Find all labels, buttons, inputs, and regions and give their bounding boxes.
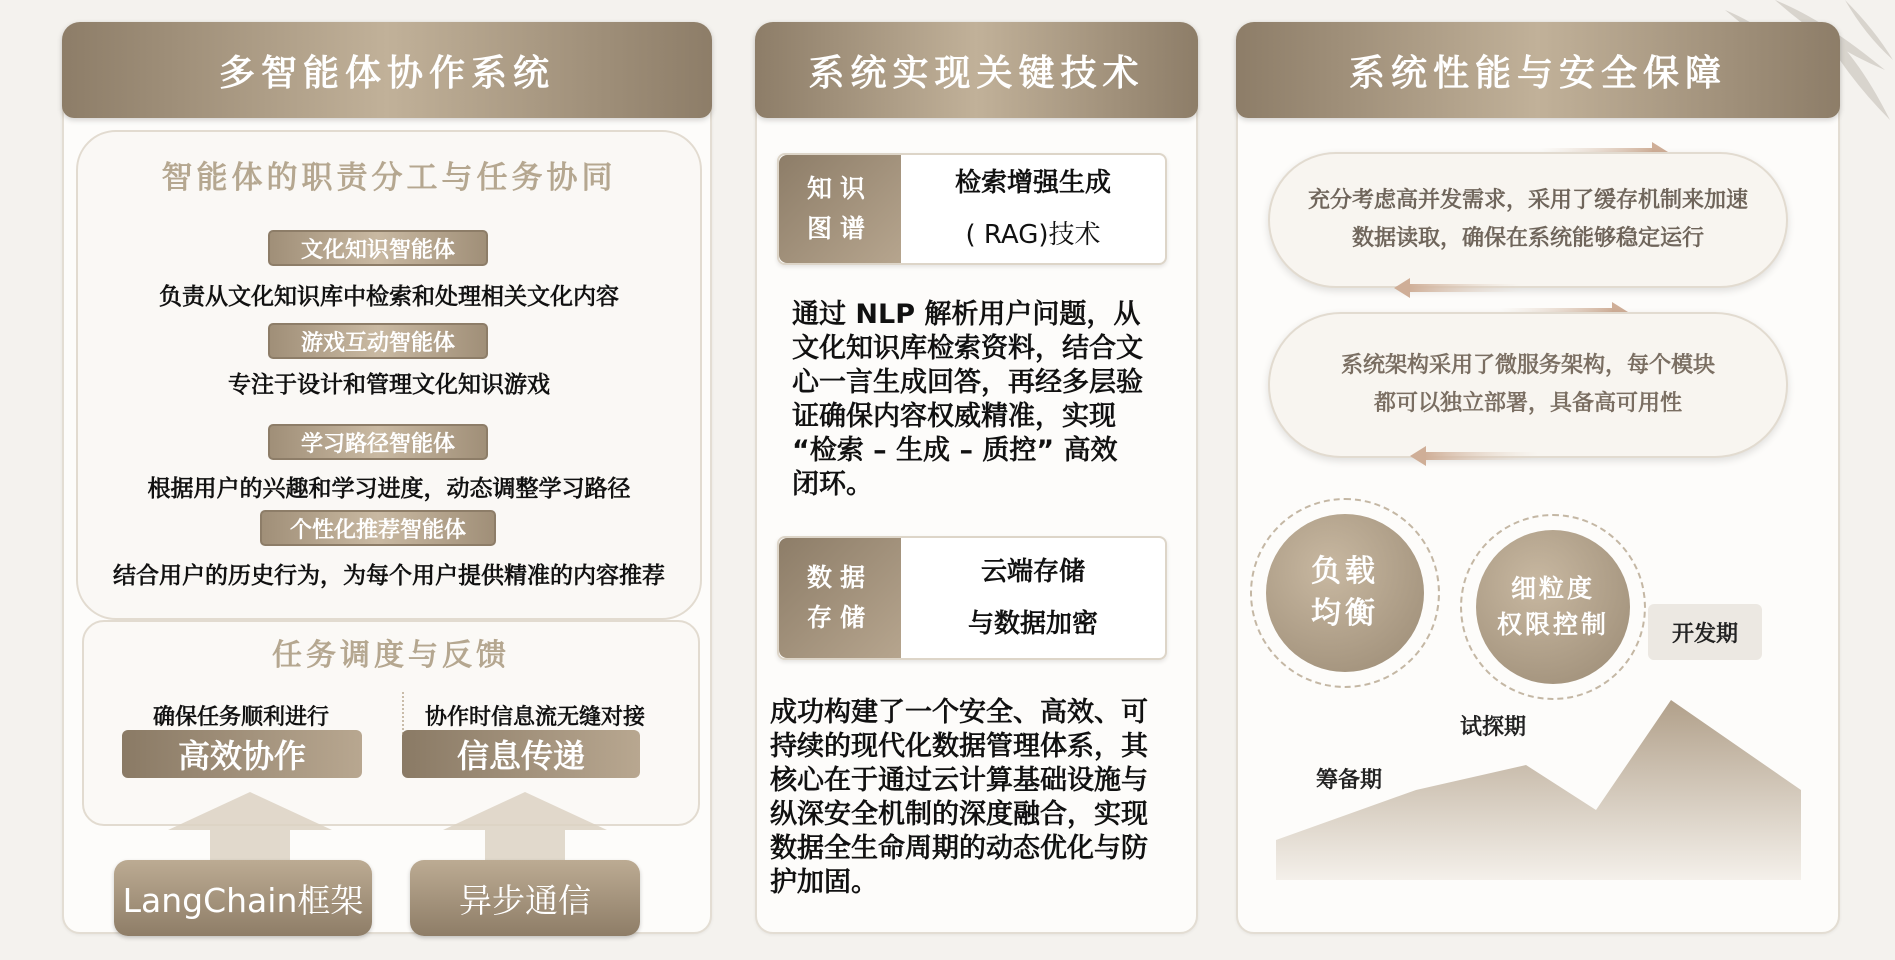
left-column-header: 多智能体协作系统 (62, 22, 712, 118)
phase-label-trial: 试探期 (1460, 714, 1527, 740)
tech-desc-storage (770, 696, 1190, 900)
agent-roles-title: 智能体的职责分工与任务协同 (161, 159, 617, 196)
load-balance-line2: 均衡 (1311, 596, 1379, 631)
up-arrow-icon (160, 790, 340, 870)
perf-point-cache-line1: 充分考虑高并发需求，采用了缓存机制来加速 (1307, 188, 1748, 213)
langchain-foundation-block: LangChain框架 (114, 860, 372, 936)
tech-tag-rag (779, 155, 901, 263)
middle-column-header: 系统实现关键技术 (755, 22, 1198, 118)
schedule-label-collab: 高效协作 (122, 730, 362, 778)
tech-tag-storage (779, 538, 901, 658)
arrow-left-icon (1392, 276, 1522, 300)
tech-desc-rag (792, 298, 1182, 502)
tech-box-storage (777, 536, 1167, 660)
agent-label-culture: 文化知识智能体 (268, 230, 488, 266)
access-control-line2: 权限控制 (1496, 610, 1609, 639)
right-column-header: 系统性能与安全保障 (1236, 22, 1840, 118)
tech-tag-rag-line2: 图谱 (806, 214, 873, 243)
tech-tag-storage-line1: 数据 (806, 563, 873, 592)
tech-desc-storage-line: 核心在于通过云计算基础设施与 (770, 765, 1148, 796)
phase-label-prepare: 筹备期 (1316, 767, 1383, 793)
tech-desc-storage-line: 护加固。 (770, 867, 878, 898)
tech-name-storage-line1: 云端存储 (980, 557, 1085, 587)
perf-point-cache-line2: 数据读取，确保在系统能够稳定运行 (1351, 226, 1704, 251)
agent-label-learning-path: 学习路径智能体 (268, 424, 488, 460)
tech-name-rag (901, 155, 1165, 263)
load-balance-line1: 负载 (1311, 554, 1379, 589)
access-control-badge (1476, 530, 1630, 684)
tech-tag-rag-line1: 知识 (806, 174, 873, 203)
tech-desc-rag-line: 心一言生成回答，再经多层验 (792, 367, 1143, 398)
tech-desc-rag-line: 文化知识库检索资料，结合文 (792, 333, 1143, 364)
access-control-circle (1460, 514, 1646, 700)
async-comm-foundation-block: 异步通信 (410, 860, 640, 936)
arrow-left-icon (1408, 444, 1538, 468)
agent-desc-learning-path: 根据用户的兴趣和学习进度，动态调整学习路径 (147, 476, 631, 502)
tech-desc-storage-line: 成功构建了一个安全、高效、可 (770, 697, 1148, 728)
load-balance-circle (1250, 498, 1440, 688)
up-arrow-icon (435, 790, 615, 870)
tech-box-rag (777, 153, 1167, 265)
agent-label-recommend: 个性化推荐智能体 (260, 510, 496, 546)
tech-desc-storage-line: 数据全生命周期的动态优化与防 (770, 833, 1148, 864)
perf-point-cache (1268, 152, 1788, 288)
schedule-caption-collab: 确保任务顺利进行 (152, 705, 329, 730)
tech-name-storage (901, 538, 1165, 658)
perf-point-microservice-line1: 系统架构采用了微服务架构，每个模块 (1340, 353, 1715, 378)
tech-desc-rag-line: 证确保内容权威精准，实现 (792, 401, 1116, 432)
agent-desc-game: 专注于设计和管理文化知识游戏 (228, 372, 550, 398)
load-balance-badge (1266, 514, 1424, 672)
tech-desc-rag-line: “检索 – 生成 – 质控” 高效 (792, 435, 1118, 466)
tech-name-storage-line2: 与数据加密 (967, 609, 1098, 639)
tech-desc-storage-line: 持续的现代化数据管理体系，其 (770, 731, 1148, 762)
tech-desc-rag-line: 通过 NLP 解析用户问题，从 (792, 299, 1141, 330)
tech-name-rag-line2: ( RAG)技术 (965, 220, 1101, 250)
tech-tag-storage-line2: 存储 (806, 603, 873, 632)
schedule-label-info: 信息传递 (402, 730, 640, 778)
tech-name-rag-line1: 检索增强生成 (954, 168, 1111, 198)
tech-desc-storage-line: 纵深安全机制的深度融合，实现 (770, 799, 1148, 830)
agent-desc-recommend: 结合用户的历史行为，为每个用户提供精准的内容推荐 (113, 563, 665, 589)
perf-point-microservice-line2: 都可以独立部署，具备高可用性 (1373, 391, 1682, 416)
phase-label-develop: 开发期 (1648, 604, 1762, 660)
tech-desc-rag-line: 闭环。 (792, 469, 873, 500)
perf-point-microservice (1268, 312, 1788, 458)
agent-desc-culture: 负责从文化知识库中检索和处理相关文化内容 (159, 284, 619, 310)
schedule-caption-info: 协作时信息流无缝对接 (424, 705, 645, 730)
task-schedule-title: 任务调度与反馈 (272, 638, 510, 673)
access-control-line1: 细粒度 (1510, 574, 1595, 603)
agent-label-game: 游戏互动智能体 (268, 323, 488, 359)
